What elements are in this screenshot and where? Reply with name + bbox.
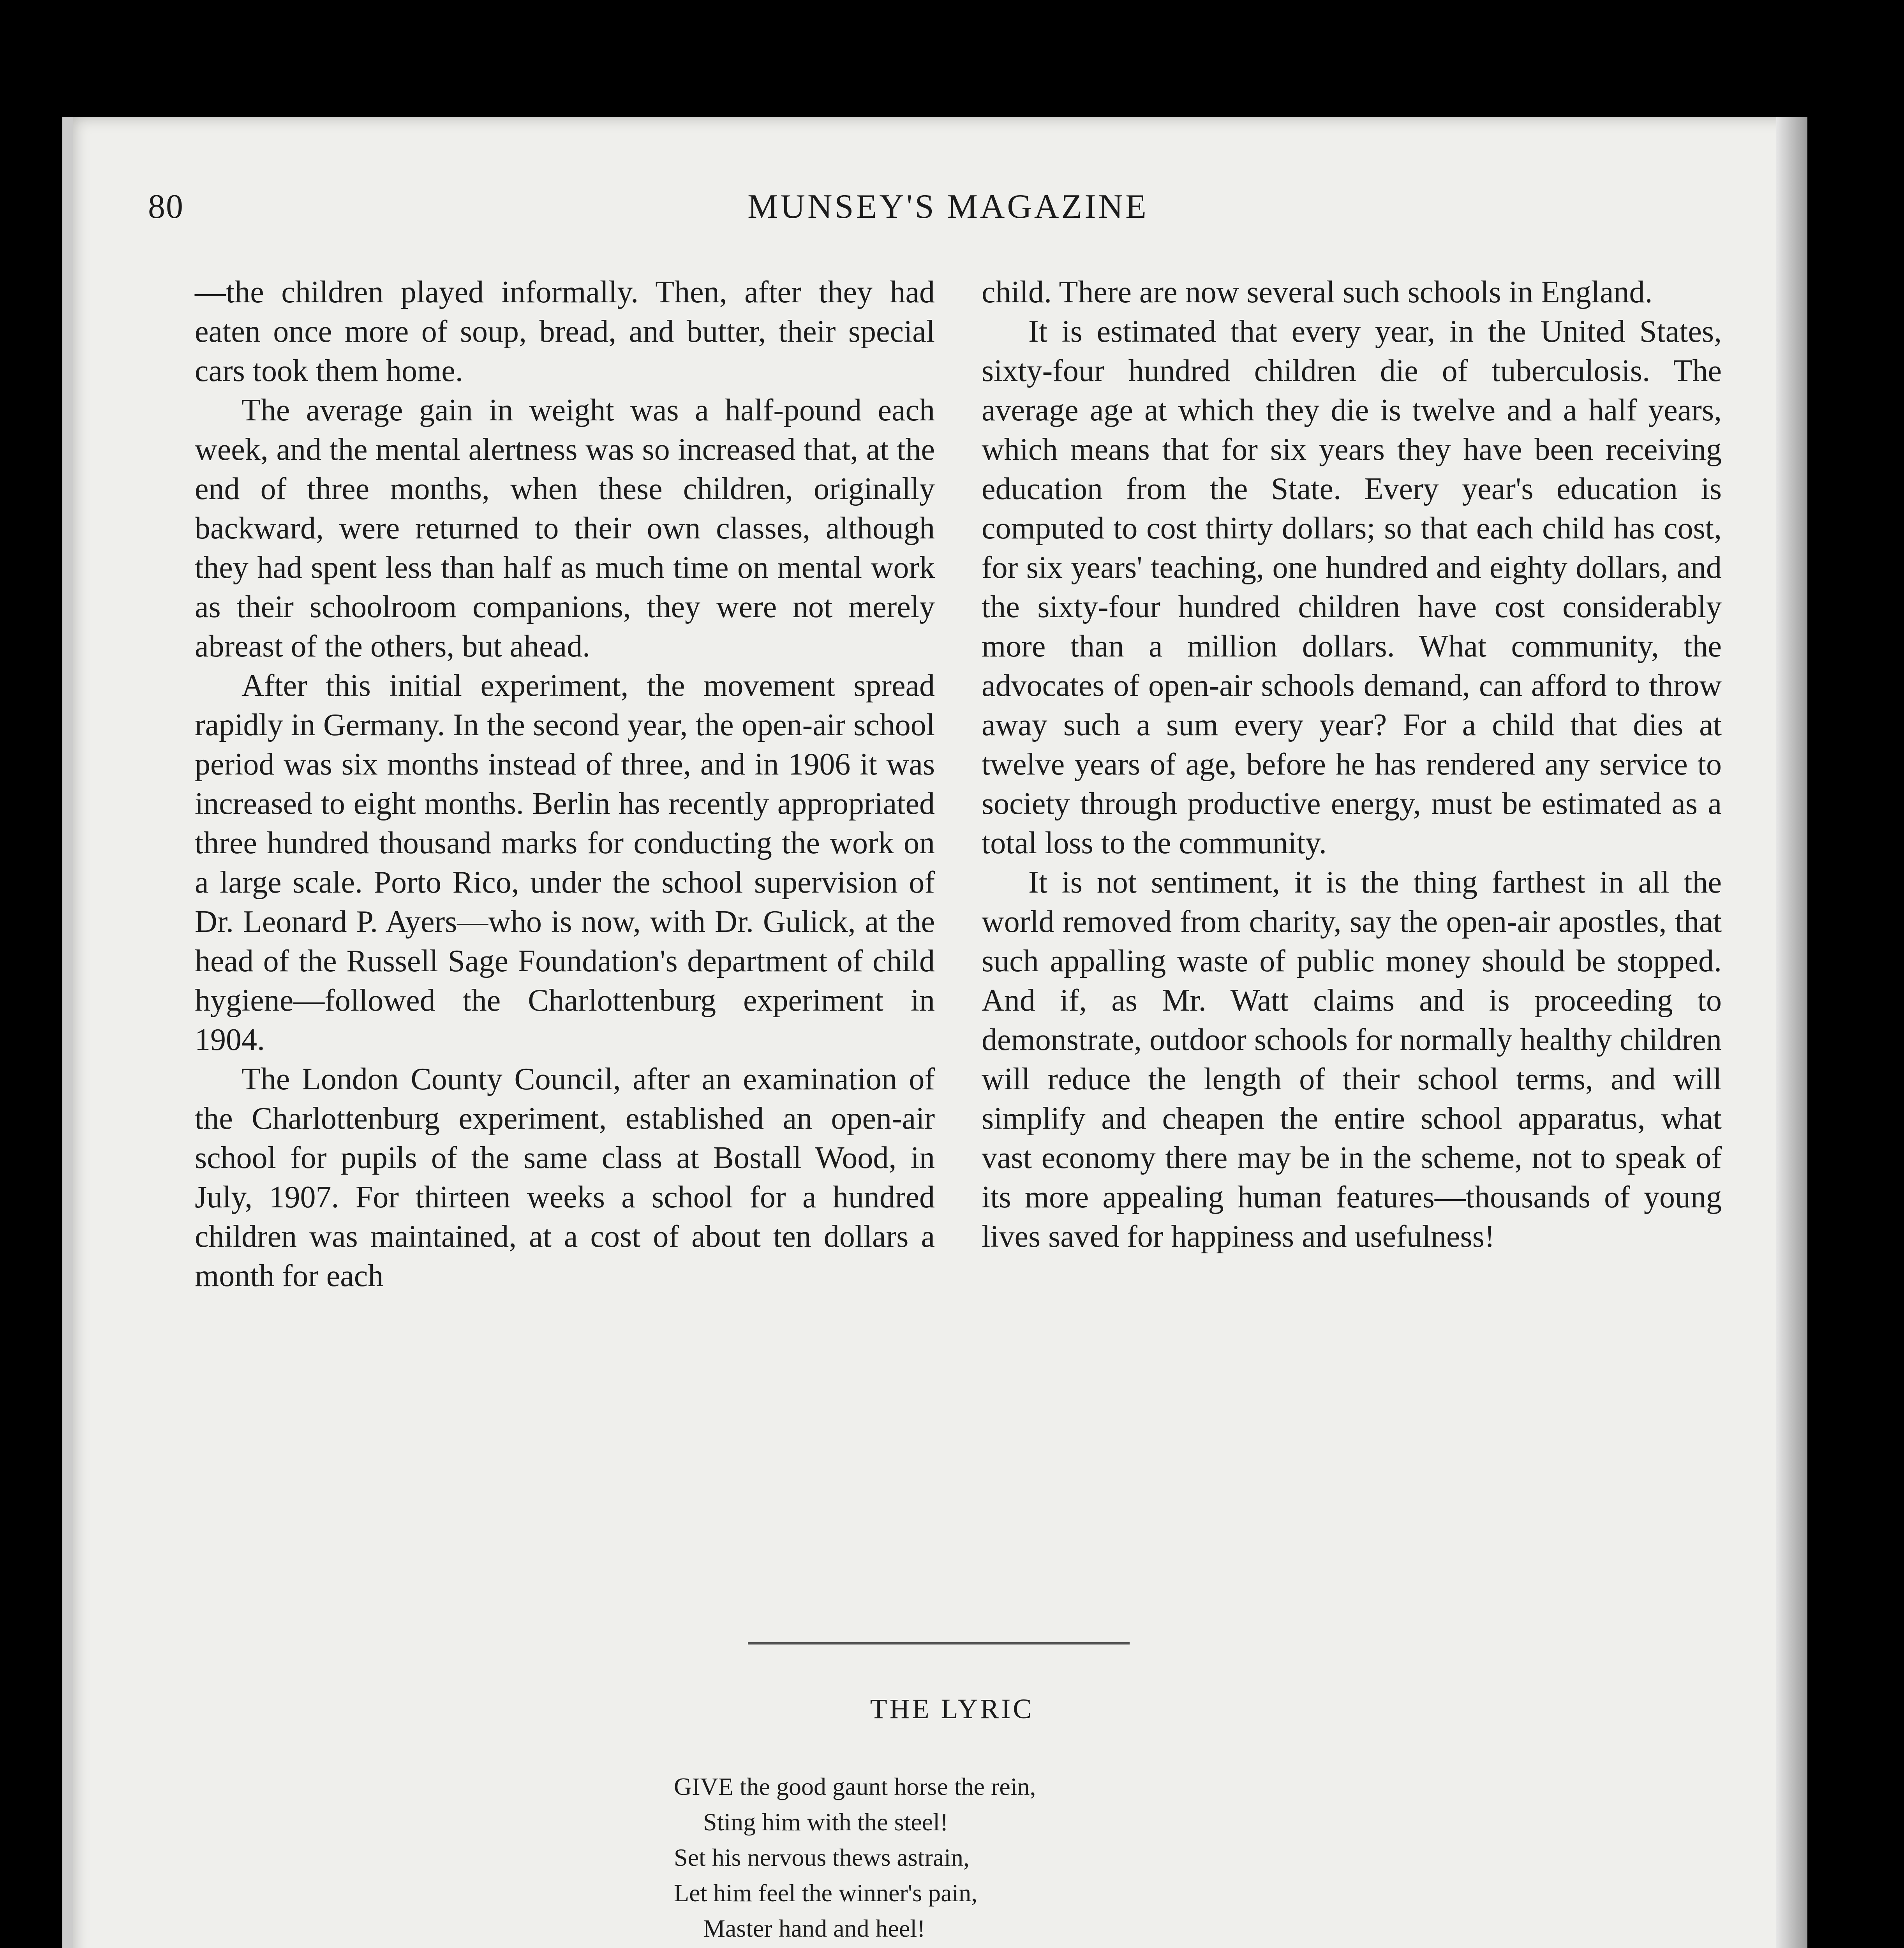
article-left-column [195, 273, 935, 1296]
article-paragraph: After this initial experiment, the movement spread rapidly in Germany. In the second year, the open-air school period was six months instead of three, and in 1906 it was increased to eight months. Berlin has recently appropriated three hundred thousand marks for conducting the work on a large scale. Porto Rico, under the school supervision of Dr. Leonard P. Ayers—who is now, with Dr. Gulick, at the head of the Russell Sage Foundation's department of child hygiene—followed the Charlottenburg experiment in 1904. [195, 669, 935, 1057]
poem-stanza-1 [674, 1769, 1336, 1948]
poem-line: Set his nervous thews astrain, [674, 1844, 970, 1871]
page-number: 80 [148, 188, 184, 226]
page-header [148, 187, 1748, 234]
poem-line: Sting him with the steel! [703, 1808, 948, 1836]
poem-line: Master hand and heel! [703, 1914, 926, 1942]
article-paragraph: The average gain in weight was a half-pound each week, and the mental alertness was so increased that, at the end of three months, when these children, originally backward, were returned to their own classes, although they had spent less than half as much time on mental work as their schoolroom companions, they were not merely abreast of the others, but ahead. [195, 393, 935, 663]
article-paragraph: It is estimated that every year, in the United States, sixty-four hundred children die of tuberculosis. The average age at which they die is twelve and a half years, which means that for six years they have been receiving education from the State. Every year's education is computed to cost thirty dollars; so that each child has cost, for six years' teaching, one hundred and eighty dollars, and the sixty-four hundred children have cost considerably more than a million dollars. What community, the advocates of open-air schools demand, can afford to throw away such a sum every year? For a child that dies at twelve years of age, before he has rendered any service to society through productive energy, must be estimated as a total loss to the community. [982, 314, 1722, 860]
poem-line: GIVE the good gaunt horse the rein, [674, 1773, 1036, 1800]
poem-title: THE LYRIC [870, 1693, 1034, 1724]
article-paragraph: The London County Council, after an examination of the Charlottenburg experiment, established an open-air school for pupils of the same class at Bostall Wood, in July, 1907. For thirteen weeks a school for a hundred children was maintained, at a cost of about ten dollars a month for each [195, 1062, 935, 1293]
poem-body [674, 1769, 1336, 1948]
running-title: MUNSEY'S MAGAZINE [747, 188, 1149, 226]
article-right-column [982, 273, 1722, 1256]
section-divider [748, 1642, 1130, 1645]
article-paragraph: child. There are now several such schools in England. [982, 275, 1653, 309]
poem-line [674, 1946, 1336, 1948]
page-spine-edge [1776, 117, 1807, 1948]
article-paragraph: —the children played informally. Then, after they had eaten once more of soup, bread, and butter, their special cars took them home. [195, 275, 935, 388]
article-paragraph: It is not sentiment, it is the thing farthest in all the world removed from charity, say the open-air apostles, that such appalling waste of public money should be stopped. And if, as Mr. Watt claims and is proceeding to demonstrate, outdoor schools for normally healthy children will reduce the length of their school terms, and will simplify and cheapen the entire school apparatus, what vast economy there may be in the scheme, not to speak of its more appealing human features—thousands of young lives saved for happiness and usefulness! [982, 865, 1722, 1254]
poem-line: Let him feel the winner's pain, [674, 1879, 978, 1907]
